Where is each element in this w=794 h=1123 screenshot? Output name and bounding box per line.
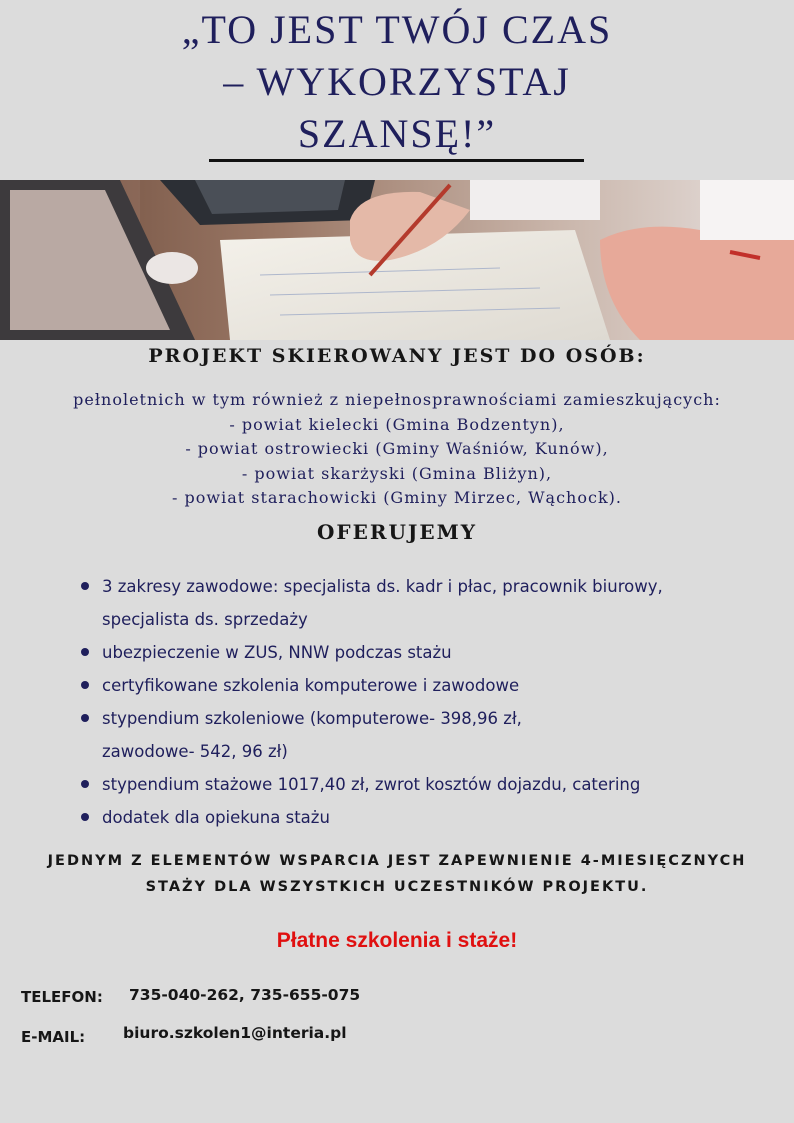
offer-item-text: 3 zakresy zawodowe: specjalista ds. kadr i płac, pracownik biurowy,	[102, 577, 663, 596]
offer-item-text: certyfikowane szkolenia komputerowe i zawodowe	[102, 676, 520, 695]
target-line: - powiat starachowicki (Gminy Mirzec, Wąchock).	[172, 488, 622, 507]
title-underline	[209, 159, 584, 162]
offer-item-text: dodatek dla opiekuna stażu	[102, 808, 330, 827]
offer-item	[78, 702, 768, 768]
support-line: JEDNYM Z ELEMENTÓW WSPARCIA JEST ZAPEWNIENIE 4-MIESIĘCZNYCH	[47, 853, 747, 869]
offer-item-text: specjalista ds. sprzedaży	[102, 610, 308, 629]
offer-item-text: stypendium szkoleniowe (komputerowe- 398,96 zł,	[102, 709, 522, 728]
target-line: - powiat kielecki (Gmina Bodzentyn),	[229, 414, 565, 434]
offer-heading: OFERUJEMY	[316, 520, 478, 544]
offer-list	[78, 570, 768, 834]
offer-item-text: ubezpieczenie w ZUS, NNW podczas stażu	[102, 643, 452, 662]
offer-item	[78, 768, 768, 801]
office-photo	[0, 180, 794, 340]
support-line: STAŻY DLA WSZYSTKICH UCZESTNIKÓW PROJEKTU.	[145, 879, 649, 895]
target-description	[0, 388, 794, 511]
support-statement	[0, 848, 794, 900]
target-line: - powiat ostrowiecki (Gminy Waśniów, Kunów),	[185, 439, 609, 458]
offer-item-text: stypendium stażowe 1017,40 zł, zwrot kosztów dojazdu, catering	[102, 775, 641, 794]
page-title	[0, 4, 794, 160]
phone-label: TELEFON:	[21, 988, 103, 1006]
title-line: „TO JEST TWÓJ CZAS	[181, 7, 613, 52]
title-line: – WYKORZYSTAJ	[223, 59, 571, 104]
phone-value: 735-040-262, 735-655-075	[129, 986, 361, 1004]
target-line: pełnoletnich w tym również z niepełnosprawnościami zamieszkujących:	[73, 390, 721, 409]
target-heading: PROJEKT SKIEROWANY JEST DO OSÓB:	[148, 345, 646, 367]
offer-item	[78, 669, 768, 702]
offer-item	[78, 636, 768, 669]
office-photo-illustration	[0, 180, 794, 340]
offer-item	[78, 570, 768, 636]
paid-training-note: Płatne szkolenia i staże!	[276, 929, 518, 952]
email-label: E-MAIL:	[21, 1028, 86, 1046]
offer-item-text: zawodowe- 542, 96 zł)	[102, 742, 288, 761]
email-value: biuro.szkolen1@interia.pl	[123, 1024, 347, 1042]
offer-item	[78, 801, 768, 834]
target-line: - powiat skarżyski (Gmina Bliżyn),	[241, 463, 553, 483]
title-line: SZANSĘ!”	[297, 111, 497, 156]
